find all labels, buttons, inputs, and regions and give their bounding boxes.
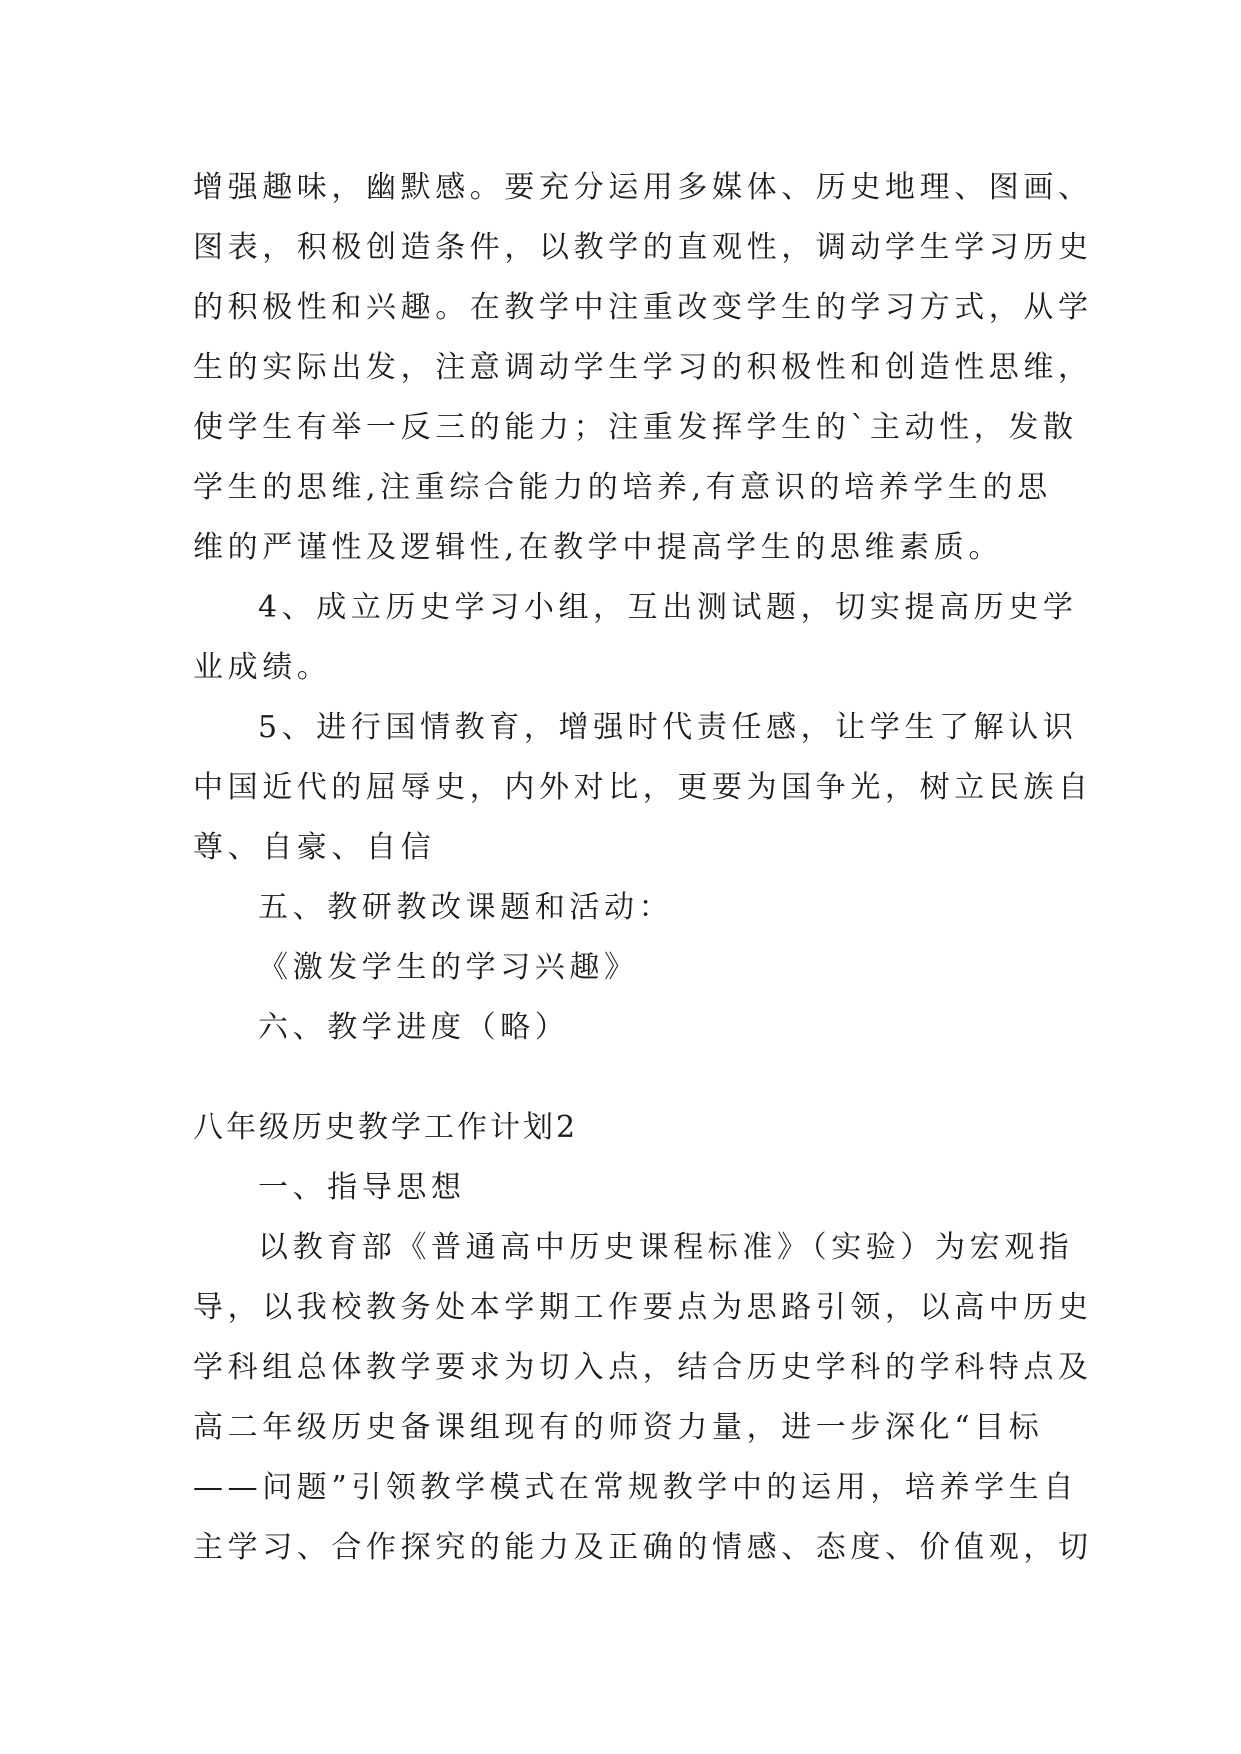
- body-text-line: 使学生有举一反三的能力；注重发挥学生的`主动性，发散: [193, 410, 1078, 445]
- list-item-4: 4、成立历史学习小组，互出测试题，切实提高历史学: [258, 590, 1078, 625]
- body-text-line: 维的严谨性及逻辑性,在教学中提高学生的思维素质。: [193, 530, 1003, 565]
- list-item-5: 5、进行国情教育，增强时代责任感，让学生了解认识: [258, 710, 1078, 745]
- body-text-line: 的积极性和兴趣。在教学中注重改变学生的学习方式，从学: [193, 290, 1093, 325]
- body-text-line: 导，以我校教务处本学期工作要点为思路引领，以高中历史: [193, 1290, 1093, 1325]
- document-title: 八年级历史教学工作计划2: [193, 1110, 579, 1145]
- body-text-line: 图表，积极创造条件，以教学的直观性，调动学生学习历史: [193, 230, 1093, 265]
- body-text-line: 以教育部《普通高中历史课程标准》（实验）为宏观指: [258, 1230, 1074, 1265]
- body-text-line: 主学习、合作探究的能力及正确的情感、态度、价值观，切: [193, 1530, 1093, 1565]
- section-heading-6: 六、教学进度（略）: [258, 1010, 570, 1045]
- body-text-line: 业成绩。: [193, 650, 332, 685]
- body-text-line: 增强趣味，幽默感。要充分运用多媒体、历史地理、图画、: [193, 170, 1093, 205]
- body-text-line: 尊、自豪、自信: [193, 830, 436, 865]
- section-heading-5: 五、教研教改课题和活动：: [258, 890, 674, 925]
- body-text-line: 生的实际出发，注意调动学生学习的积极性和创造性思维，: [193, 350, 1093, 385]
- body-text-line: 学科组总体教学要求为切入点，结合历史学科的学科特点及: [193, 1350, 1093, 1385]
- body-text-line: ——问题”引领教学模式在常规教学中的运用，培养学生自: [193, 1470, 1078, 1505]
- section-heading-1: 一、指导思想: [258, 1170, 466, 1205]
- body-text-line: 高二年级历史备课组现有的师资力量，进一步深化“目标: [193, 1410, 1044, 1445]
- body-text-line: 中国近代的屈辱史，内外对比，更要为国争光，树立民族自: [193, 770, 1093, 805]
- research-topic: 《激发学生的学习兴趣》: [258, 950, 639, 985]
- body-text-line: 学生的思维,注重综合能力的培养,有意识的培养学生的思: [193, 470, 1052, 505]
